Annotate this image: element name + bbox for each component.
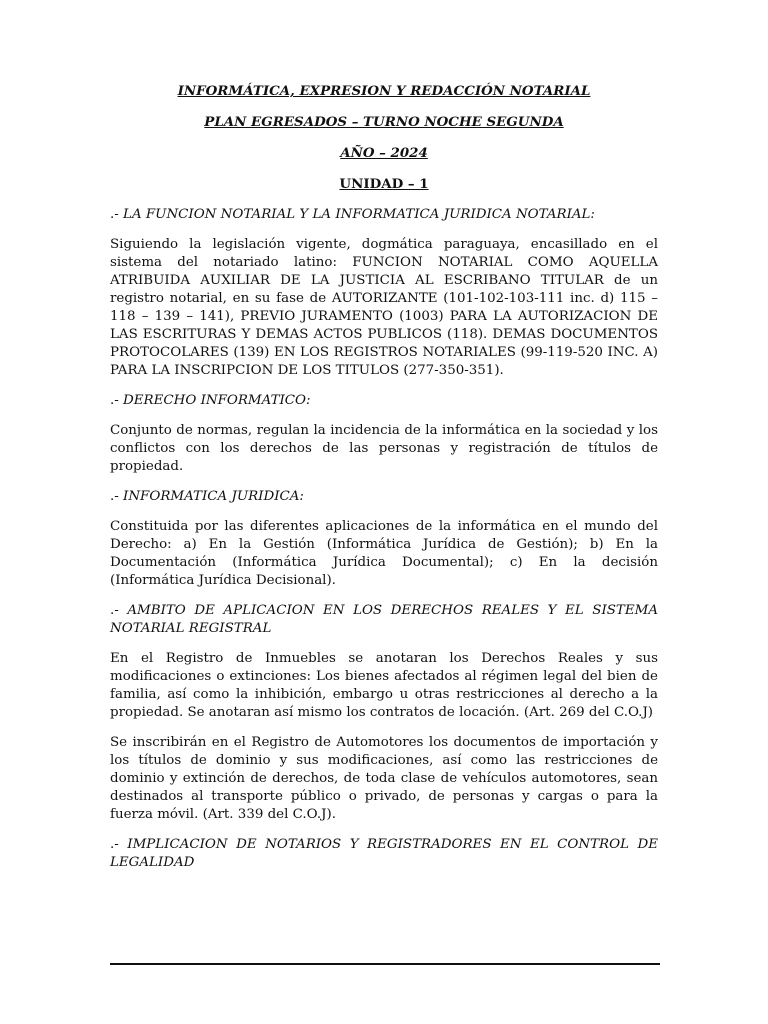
section-paragraph: Constituida por las diferentes aplicaciones de la informática en el mundo del Derecho: a) En la Gestión (Informática Jurídica de Gestión); b) En la Documentación (Informática Jurídica Documental); c) En la decisión (Informática Jurídica Decisional). <box>110 519 658 588</box>
course-title: INFORMÁTICA, EXPRESION Y REDACCIÓN NOTARIAL <box>177 83 591 99</box>
heading-prefix: .- <box>110 837 119 852</box>
heading-text: LA FUNCION NOTARIAL Y LA INFORMATICA JURIDICA NOTARIAL: <box>123 207 595 222</box>
section-paragraph: Siguiendo la legislación vigente, dogmática paraguaya, encasillado en el sistema del notariado latino: FUNCION NOTARIAL COMO AQUELLA ATRIBUIDA AUXILIAR DE LA JUSTICIA AL ESCRIBANO TITULAR de un registro notarial, en su fase de AUTORIZANTE (101-102-103-111 inc. d) 115 – 118 – 139 – 141), PREVIO JURAMENTO (1003) PARA LA AUTORIZACION DE LAS ESCRITURAS Y DEMAS ACTOS PUBLICOS (118). DEMAS DOCUMENTOS PROTOCOLARES (139) EN LOS REGISTROS NOTARIALES (99-119-520 INC. A) PARA LA INSCRIPCION DE LOS TITULOS (277-350-351). <box>110 237 658 378</box>
heading-text: INFORMATICA JURIDICA: <box>123 489 304 504</box>
section-heading <box>110 836 658 872</box>
section-heading <box>110 488 658 506</box>
section-paragraph: En el Registro de Inmuebles se anotaran los Derechos Reales y sus modificaciones o extinciones: Los bienes afectados al régimen legal del bien de familia, así como la inhibición, embargo u otras restricciones al derecho a la propiedad. Se anotaran así mismo los contratos de locación. (Art. 269 del C.O.J) <box>110 651 658 720</box>
footer-divider <box>110 963 660 965</box>
heading-text: IMPLICACION DE NOTARIOS Y REGISTRADORES EN EL CONTROL DE LEGALIDAD <box>110 837 658 870</box>
year-title: AÑO – 2024 <box>340 145 428 161</box>
heading-text: AMBITO DE APLICACION EN LOS DERECHOS REALES Y EL SISTEMA NOTARIAL REGISTRAL <box>110 603 658 636</box>
section-heading <box>110 206 658 224</box>
document-page <box>110 82 658 884</box>
heading-prefix: .- <box>110 603 119 618</box>
section-heading <box>110 602 658 638</box>
heading-prefix: .- <box>110 393 119 408</box>
heading-prefix: .- <box>110 207 119 222</box>
heading-text: DERECHO INFORMATICO: <box>123 393 311 408</box>
section-paragraph: Se inscribirán en el Registro de Automotores los documentos de importación y los títulos de dominio y sus modificaciones, así como las restricciones de dominio y extinción de derechos, de toda clase de vehículos automotores, sean destinados al transporte público o privado, de personas y cargas o para la fuerza móvil. (Art. 339 del C.O.J). <box>110 735 658 822</box>
plan-title: PLAN EGRESADOS – TURNO NOCHE SEGUNDA <box>204 114 564 130</box>
heading-prefix: .- <box>110 489 119 504</box>
section-paragraph: Conjunto de normas, regulan la incidencia de la informática en la sociedad y los conflictos con los derechos de las personas y registración de títulos de propiedad. <box>110 423 658 474</box>
section-heading <box>110 392 658 410</box>
unit-title: UNIDAD – 1 <box>339 176 429 192</box>
